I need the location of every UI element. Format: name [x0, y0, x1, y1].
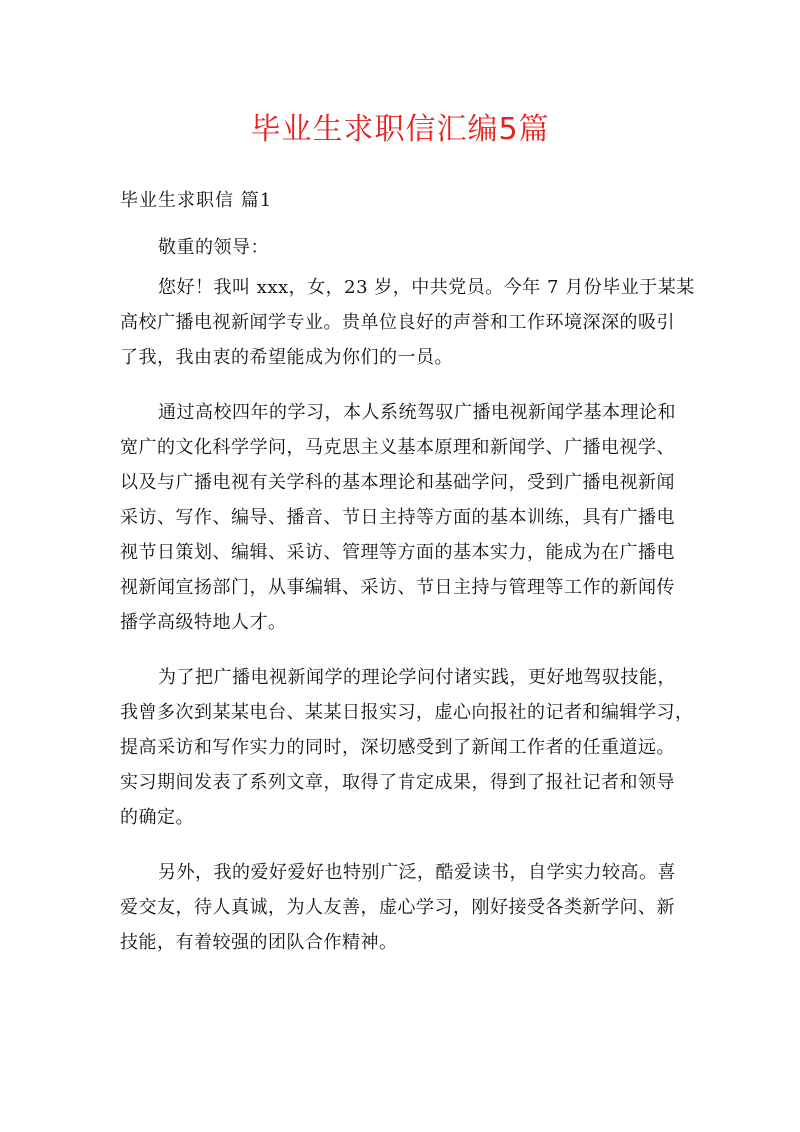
paragraph-2: [120, 395, 684, 640]
section-heading: 毕业生求职信 篇1: [120, 190, 273, 211]
paragraph-3: [120, 660, 694, 835]
paragraph-line: 为了把广播电视新闻学的理论学问付诸实践，更好地驾驭技能，: [158, 667, 676, 688]
paragraph-line: 视节日策划、编辑、采访、管理等方面的基本实力，能成为在广播电: [120, 542, 675, 563]
paragraph-line: 另外，我的爱好爱好也特别广泛，酷爱读书，自学实力较高。喜: [158, 862, 676, 883]
paragraph-line: 爱交友，待人真诚，为人友善，虚心学习，刚好接受各类新学问、新: [120, 897, 675, 918]
paragraph-line: 宽广的文化科学学问，马克思主义基本原理和新闻学、广播电视学、: [120, 437, 675, 458]
paragraph-line: 技能，有着较强的团队合作精神。: [120, 932, 398, 953]
paragraph-line: 的确定。: [120, 807, 194, 828]
paragraph-line: 通过高校四年的学习，本人系统驾驭广播电视新闻学基本理论和: [158, 402, 676, 423]
salutation-text: 敬重的领导：: [158, 237, 269, 258]
document-title: 毕业生求职信汇编5篇: [250, 112, 550, 147]
paragraph-line: 视新闻宣扬部门，从事编辑、采访、节日主持与管理等工作的新闻传: [120, 577, 675, 598]
paragraph-line: 提高采访和写作实力的同时，深切感受到了新闻工作者的任重道远。: [120, 737, 675, 758]
paragraph-line: 以及与广播电视有关学科的基本理论和基础学问，受到广播电视新闻: [120, 472, 675, 493]
paragraph-line: 您好！我叫 xxx，女，23 岁，中共党员。今年 7 月份毕业于某某: [158, 277, 695, 298]
paragraph-line: 实习期间发表了系列文章，取得了肯定成果，得到了报社记者和领导: [120, 772, 675, 793]
paragraph-4: [120, 855, 684, 960]
paragraph-line: 播学高级特地人才。: [120, 612, 287, 633]
paragraph-line: 高校广播电视新闻学专业。贵单位良好的声誉和工作环境深深的吸引: [120, 312, 675, 333]
paragraph-line: 采访、写作、编导、播音、节日主持等方面的基本训练，具有广播电: [120, 507, 675, 528]
paragraph-line: 我曾多次到某某电台、某某日报实习，虚心向报社的记者和编辑学习，: [120, 702, 694, 723]
salutation: [120, 230, 684, 265]
paragraph-1: [120, 270, 695, 375]
paragraph-line: 了我，我由衷的希望能成为你们的一员。: [120, 347, 453, 368]
